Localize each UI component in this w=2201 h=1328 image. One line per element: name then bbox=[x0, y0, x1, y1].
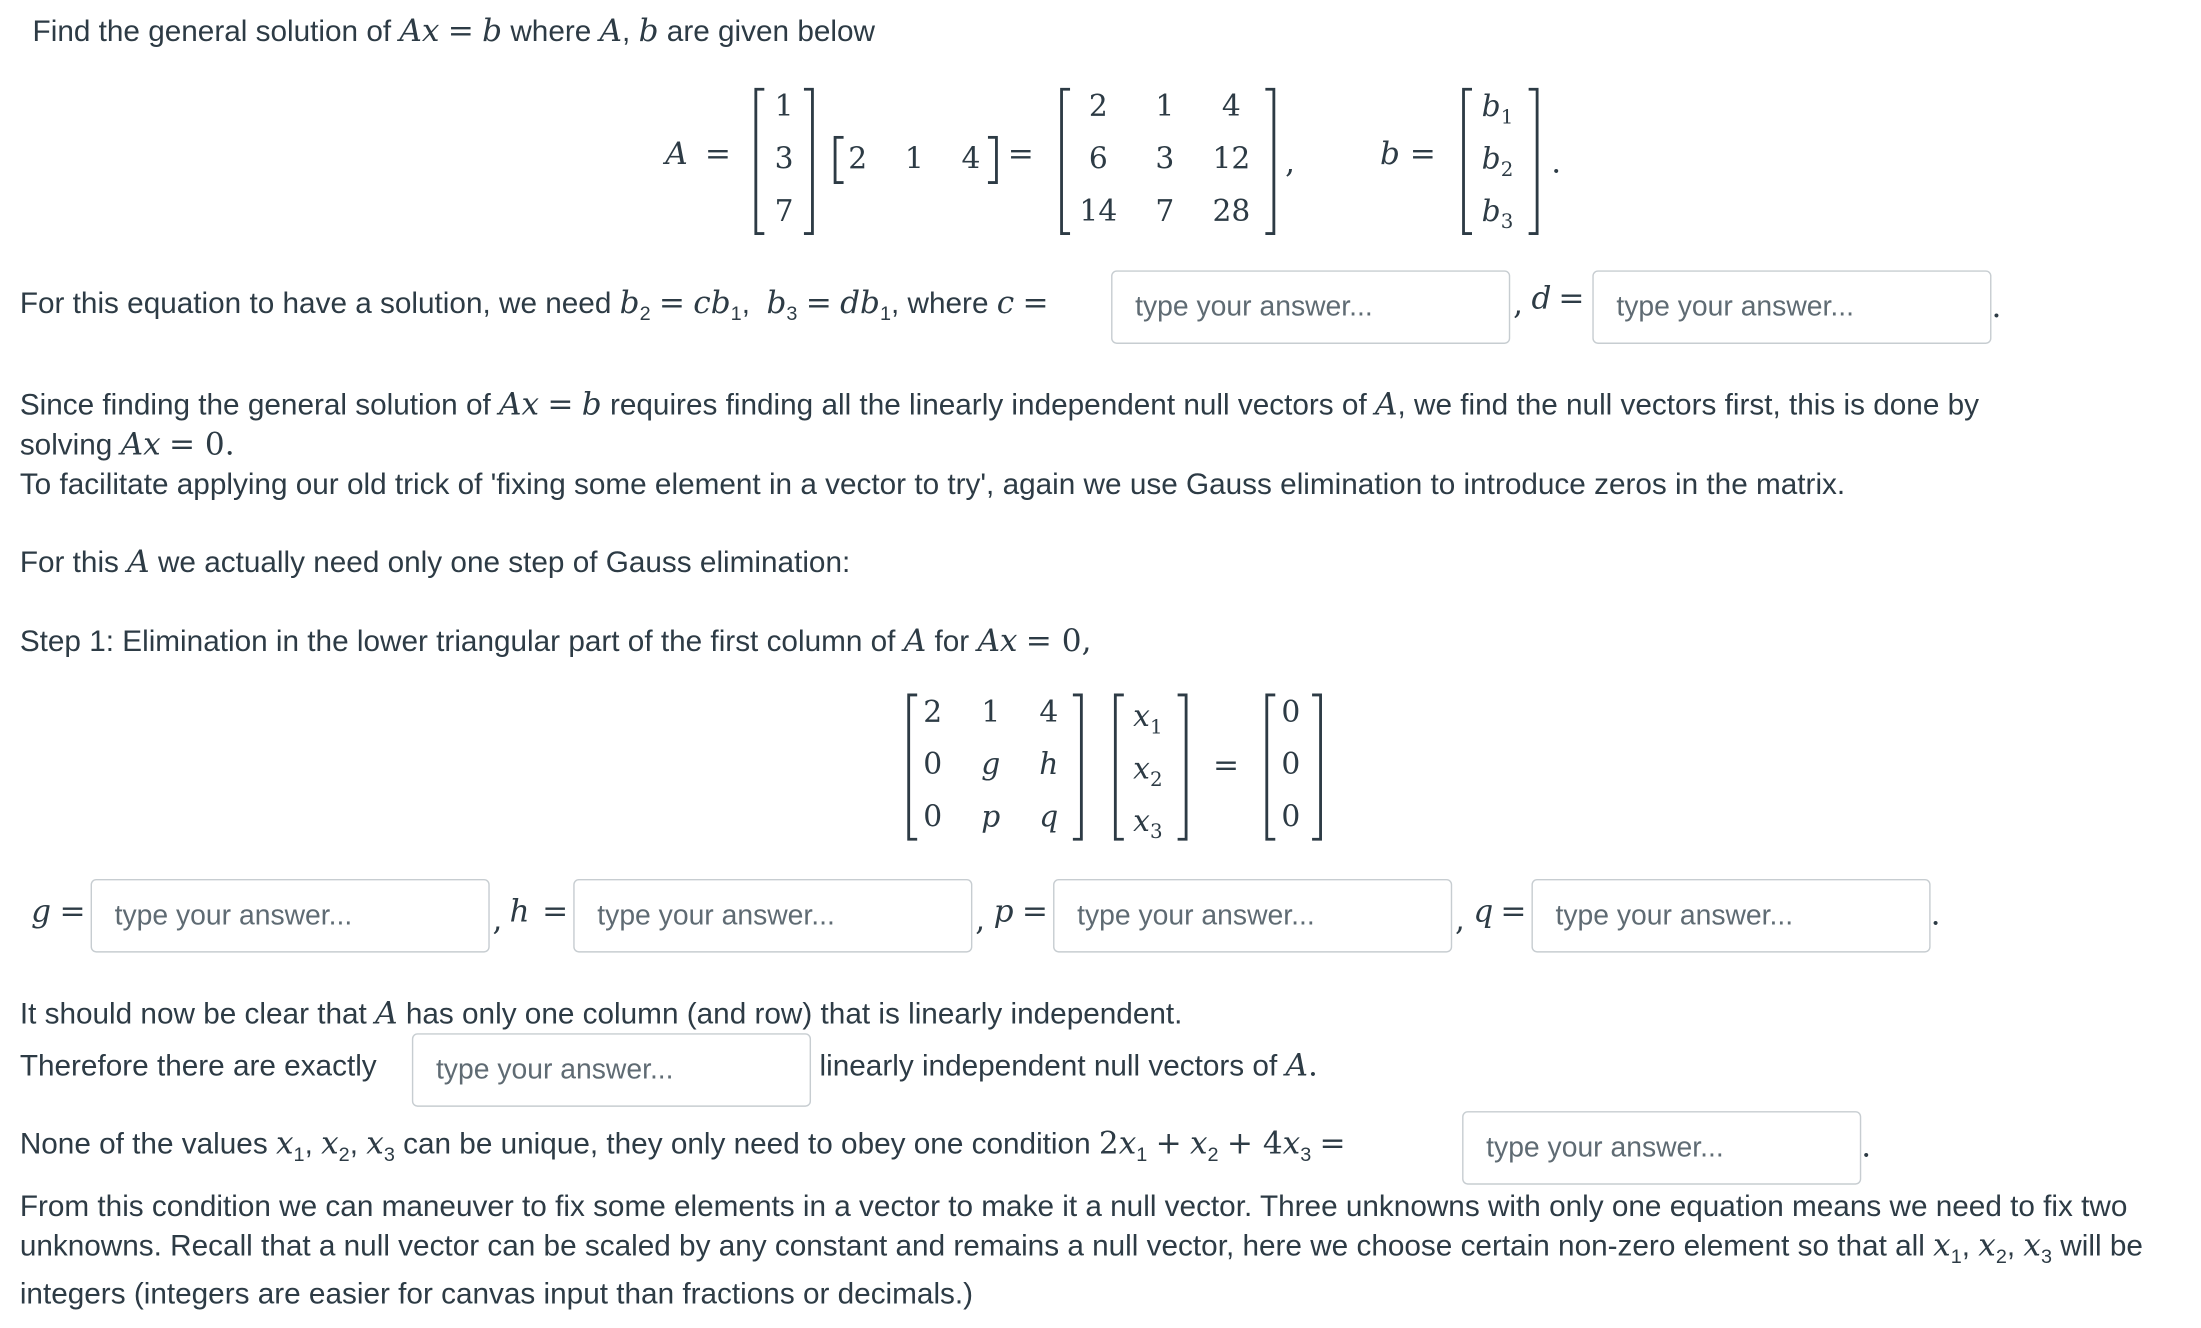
b-label: b bbox=[1380, 137, 1400, 173]
q-answer-input[interactable] bbox=[1531, 879, 1930, 953]
product-r1c3: 4 bbox=[1221, 89, 1241, 124]
conclusion-line-2a: Therefore there are exactly bbox=[19, 1050, 377, 1083]
paragraph-1-line-1: Since finding the general solution of Ax = b requires finding all the linearly independent null vectors of A, we find the null vectors first, this is done by bbox=[19, 387, 1980, 424]
conclusion-line-4: From this condition we can maneuver to fix some elements in a vector to make it a null vector. Three unknowns with only one equation means we need to fix two unknowns. Recall that a null vector can be scaled by any constant and remains a null vector, here we choose certain non-zero element so that all $x_1$, $x_2$, $x_3$ will be integers (integers are easier for canvas input than fractions or decimals.) bbox=[19, 1190, 2143, 1311]
col-vector-3: 7 bbox=[774, 193, 794, 228]
paragraph-1-line-2: solving Ax = 0. bbox=[19, 427, 235, 463]
product-r2c1: 6 bbox=[1088, 141, 1108, 176]
reduced-r2c2: g bbox=[981, 747, 1001, 782]
row-vector-1: 2 bbox=[848, 141, 868, 176]
row-vector-2: 1 bbox=[904, 141, 924, 176]
reduced-r2c1: 0 bbox=[923, 747, 943, 782]
product-r3c2: 7 bbox=[1155, 193, 1175, 228]
product-r3c1: 14 bbox=[1079, 193, 1118, 228]
g-answer-input[interactable] bbox=[91, 879, 490, 953]
zero-vector-1: 0 bbox=[1281, 694, 1301, 729]
p-label: p bbox=[993, 894, 1014, 930]
A-label: A bbox=[665, 137, 688, 173]
h-answer-input[interactable] bbox=[573, 879, 972, 953]
reduced-r1c2: 1 bbox=[981, 694, 1001, 729]
col-vector-1: 1 bbox=[774, 89, 794, 124]
reduced-r2c3: h bbox=[1039, 747, 1059, 782]
x-vector-1: $x_1$ bbox=[1133, 699, 1163, 740]
conclusion-line-2b: linearly independent null vectors of A. bbox=[819, 1048, 1318, 1085]
conclusion-line-1: It should now be clear that A has only one column (and row) that is linearly independent. bbox=[19, 996, 1183, 1032]
reduced-r1c1: 2 bbox=[923, 694, 943, 729]
col-vector-2: 3 bbox=[774, 141, 794, 176]
intro-line: Find the general solution of Ax = b where A, b are given below bbox=[32, 14, 875, 50]
paragraph-1-line-3: To facilitate applying our old trick of 'fixing some element in a vector to try', again we use Gauss elimination to introduce zeros in the matrix. bbox=[19, 468, 1846, 502]
zero-vector-3: 0 bbox=[1281, 799, 1301, 834]
product-r1c1: 2 bbox=[1088, 89, 1108, 124]
product-r1c2: 1 bbox=[1155, 89, 1175, 124]
zero-vector-2: 0 bbox=[1281, 747, 1301, 782]
b-vector-3: $b_3$ bbox=[1481, 193, 1514, 234]
g-label: g bbox=[31, 894, 52, 930]
null-vector-count-input[interactable] bbox=[412, 1033, 811, 1107]
x-vector-3: $x_3$ bbox=[1133, 803, 1163, 844]
reduced-r1c3: 4 bbox=[1039, 694, 1059, 729]
reduced-r3c1: 0 bbox=[923, 799, 943, 834]
p-answer-input[interactable] bbox=[1053, 879, 1452, 953]
row-vector-3: 4 bbox=[961, 141, 981, 176]
h-label: h bbox=[509, 894, 530, 930]
product-r3c3: 28 bbox=[1212, 193, 1251, 228]
q-label: q bbox=[1473, 894, 1494, 930]
product-r2c2: 3 bbox=[1155, 141, 1175, 176]
conclusion-line-3: None of the values $x_1$, $x_2$, $x_3$ can be unique, they only need to obey one condition $2x_1 + x_2 + 4x_3$ = bbox=[19, 1126, 1346, 1166]
condition-line: For this equation to have a solution, we need $b_2 = cb_1$, $b_3 = db_1$, where c = bbox=[19, 285, 1049, 325]
c-label: c bbox=[996, 285, 1015, 322]
x-vector-2: $x_2$ bbox=[1133, 751, 1163, 792]
reduced-r3c2: p bbox=[981, 799, 1001, 834]
b-vector-1: $b_1$ bbox=[1481, 89, 1514, 130]
gauss-intro: For this A we actually need only one step of Gauss elimination: bbox=[19, 544, 851, 581]
condition-answer-input[interactable] bbox=[1462, 1111, 1861, 1185]
c-answer-input[interactable] bbox=[1111, 270, 1510, 344]
d-label: d bbox=[1531, 281, 1552, 318]
d-answer-input[interactable] bbox=[1592, 270, 1991, 344]
step-1-heading: Step 1: Elimination in the lower triangular part of the first column of A for Ax = 0, bbox=[19, 624, 1092, 660]
product-r2c3: 12 bbox=[1212, 141, 1251, 176]
b-vector-2: $b_2$ bbox=[1481, 141, 1514, 182]
reduced-r3c3: q bbox=[1039, 799, 1059, 834]
